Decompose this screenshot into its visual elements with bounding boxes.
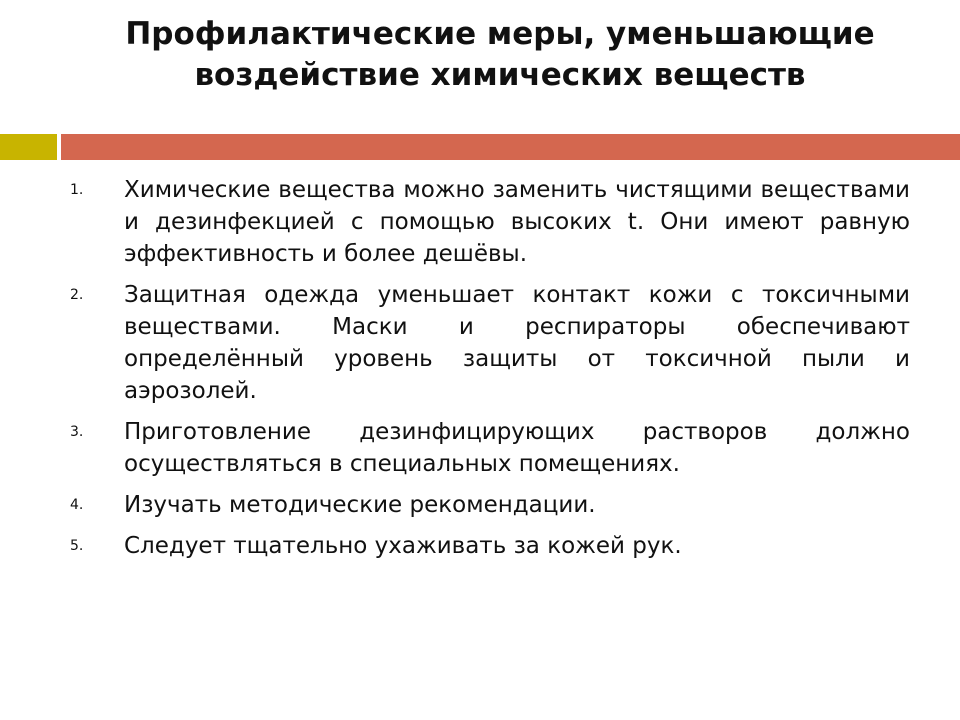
list-item [70,416,910,480]
list-item [70,489,910,521]
list-item-number: 3. [70,424,84,440]
accent-bar-red [61,134,960,160]
list-item-text: Изучать методические рекомендации. [124,492,596,518]
list-item-number: 2. [70,287,84,303]
prevention-measures-list [70,174,910,571]
slide-title: Профилактические меры, уменьшающие воздействие химических веществ [125,16,875,93]
accent-bar-yellow [0,134,57,160]
list-item-text: Приготовление дезинфицирующих растворов должно осуществляться в специальных помещениях. [124,419,910,477]
list-item [70,279,910,407]
list-item-text: Химические вещества можно заменить чистящими веществами и дезинфекцией с помощью высоких t. Они имеют равную эффективность и более дешёвы. [124,177,910,267]
list-item-number: 1. [70,182,84,198]
list-item [70,530,910,562]
list-item-number: 4. [70,497,84,513]
list-item-number: 5. [70,538,84,554]
list-item-text: Защитная одежда уменьшает контакт кожи с токсичными веществами. Маски и респираторы обеспечивают определённый уровень защиты от токсичной пыли и аэрозолей. [124,282,910,404]
list-item-text: Следует тщательно ухаживать за кожей рук. [124,533,682,559]
list-item [70,174,910,270]
